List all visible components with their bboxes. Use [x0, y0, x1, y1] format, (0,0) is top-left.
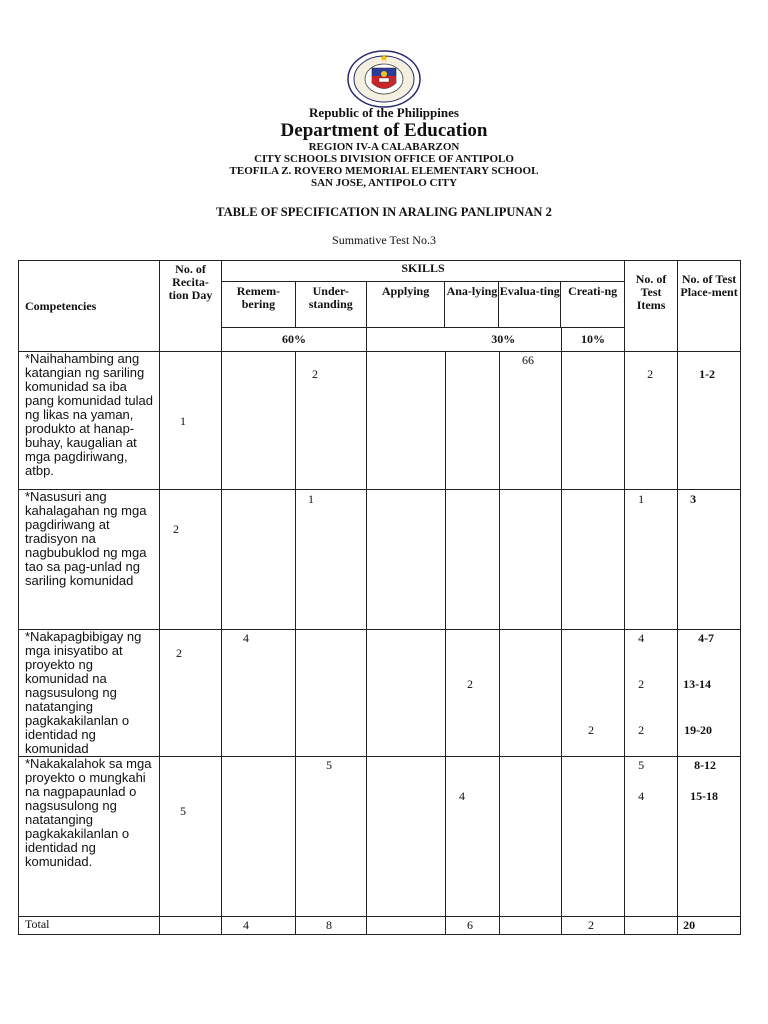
table-row — [19, 490, 741, 630]
analyzing-cell: 2 — [446, 630, 500, 757]
header-creating: Creati-ng — [568, 284, 618, 298]
header-test-items: No. of Test Items — [625, 261, 678, 352]
evaluating-cell — [500, 757, 562, 917]
table-row — [19, 630, 741, 757]
items-cell: 5 4 — [625, 757, 678, 917]
table-row — [19, 352, 741, 490]
items-cell: 1 — [625, 490, 678, 630]
table-row — [19, 757, 741, 917]
republic-line: Republic of the Philippines — [309, 105, 459, 120]
placement-cell: 1-2 — [678, 352, 741, 490]
days-cell: 1 — [160, 352, 222, 490]
percent-higher: 10% — [562, 328, 625, 352]
header-recitation-day: No. of Recita-tion Day — [160, 261, 222, 352]
creating-cell: 2 — [562, 630, 625, 757]
understanding-cell: 2 — [296, 352, 367, 490]
header-analyzing: Ana-lying — [445, 282, 499, 327]
remembering-cell — [222, 757, 296, 917]
total-creating: 2 — [562, 917, 625, 935]
placement-cell: 4-7 13-14 19-20 — [678, 630, 741, 757]
creating-cell — [562, 352, 625, 490]
creating-cell — [562, 757, 625, 917]
total-row — [19, 917, 741, 935]
total-placement: 20 — [678, 917, 741, 935]
total-remembering: 4 — [222, 917, 296, 935]
city-line: SAN JOSE, ANTIPOLO CITY — [310, 177, 458, 189]
header-test-placement: No. of Test Place-ment — [678, 261, 741, 352]
total-items — [625, 917, 678, 935]
total-evaluating — [500, 917, 562, 935]
remembering-cell: 4 — [222, 630, 296, 757]
competency-cell: *Nasusuri ang kahalagahan ng mga pagdiriwang at tradisyon na nagbubuklod ng mga tao sa pag-unlad ng sariling komunidad — [19, 490, 160, 630]
document-title: TABLE OF SPECIFICATION IN ARALING PANLIPUNAN 2 — [216, 205, 552, 219]
understanding-cell — [296, 630, 367, 757]
header-understanding: Under-standing — [296, 282, 367, 327]
total-days-cell — [160, 917, 222, 935]
placement-cell: 3 — [678, 490, 741, 630]
evaluating-cell: 66 — [500, 352, 562, 490]
applying-cell — [367, 352, 446, 490]
school-line: TEOFILA Z. ROVERO MEMORIAL ELEMENTARY SCHOOL — [229, 165, 539, 177]
percent-middle: 30% — [446, 328, 562, 352]
remembering-cell — [222, 352, 296, 490]
department-title: Department of Education — [280, 120, 488, 141]
deped-seal-logo — [346, 50, 422, 108]
applying-cell — [367, 757, 446, 917]
analyzing-cell — [446, 352, 500, 490]
percent-spacer — [367, 328, 446, 352]
competency-cell: *Nakapagbibigay ng mga inisyatibo at proyekto ng komunidad na nagsusulong ng natatanging pagkakakilanlan o identidad ng komunidad — [19, 630, 160, 757]
understanding-cell: 1 — [296, 490, 367, 630]
evaluating-cell — [500, 490, 562, 630]
specification-table — [18, 260, 741, 935]
document-subtitle: Summative Test No.3 — [332, 233, 436, 247]
competency-cell: *Naihahambing ang katangian ng sariling komunidad sa iba pang komunidad tulad ng likas na yaman, produkto at hanap-buhay, kaugalian at mga pagdiriwang, atbp. — [19, 352, 160, 490]
applying-cell — [367, 630, 446, 757]
skills-header-group — [222, 261, 625, 328]
header-skills: SKILLS — [401, 261, 445, 275]
days-cell: 2 — [160, 490, 222, 630]
percent-lower: 60% — [222, 328, 367, 352]
total-applying — [367, 917, 446, 935]
creating-cell — [562, 490, 625, 630]
applying-cell — [367, 490, 446, 630]
days-cell: 5 — [160, 757, 222, 917]
analyzing-cell — [446, 490, 500, 630]
days-cell: 2 — [160, 630, 222, 757]
header-evaluating: Evalua-ting — [499, 282, 561, 327]
items-cell: 4 2 2 — [625, 630, 678, 757]
analyzing-cell: 4 — [446, 757, 500, 917]
evaluating-cell — [500, 630, 562, 757]
remembering-cell — [222, 490, 296, 630]
header-competencies: Competencies — [19, 261, 160, 352]
header-applying: Applying — [367, 282, 446, 327]
skill-columns — [222, 281, 624, 327]
total-label: Total — [19, 917, 160, 935]
region-line: REGION IV-A CALABARZON — [308, 141, 460, 153]
understanding-cell: 5 — [296, 757, 367, 917]
competency-cell: *Nakakalahok sa mga proyekto o mungkahi na nagpapaunlad o nagsusulong ng natatanging pagkakakilanlan o identidad ng komunidad. — [19, 757, 160, 917]
total-understanding: 8 — [296, 917, 367, 935]
placement-cell: 8-12 15-18 — [678, 757, 741, 917]
items-cell: 2 — [625, 352, 678, 490]
total-analyzing: 6 — [446, 917, 500, 935]
division-line: CITY SCHOOLS DIVISION OFFICE OF ANTIPOLO — [254, 153, 514, 165]
header-remembering: Remem-bering — [222, 282, 296, 327]
